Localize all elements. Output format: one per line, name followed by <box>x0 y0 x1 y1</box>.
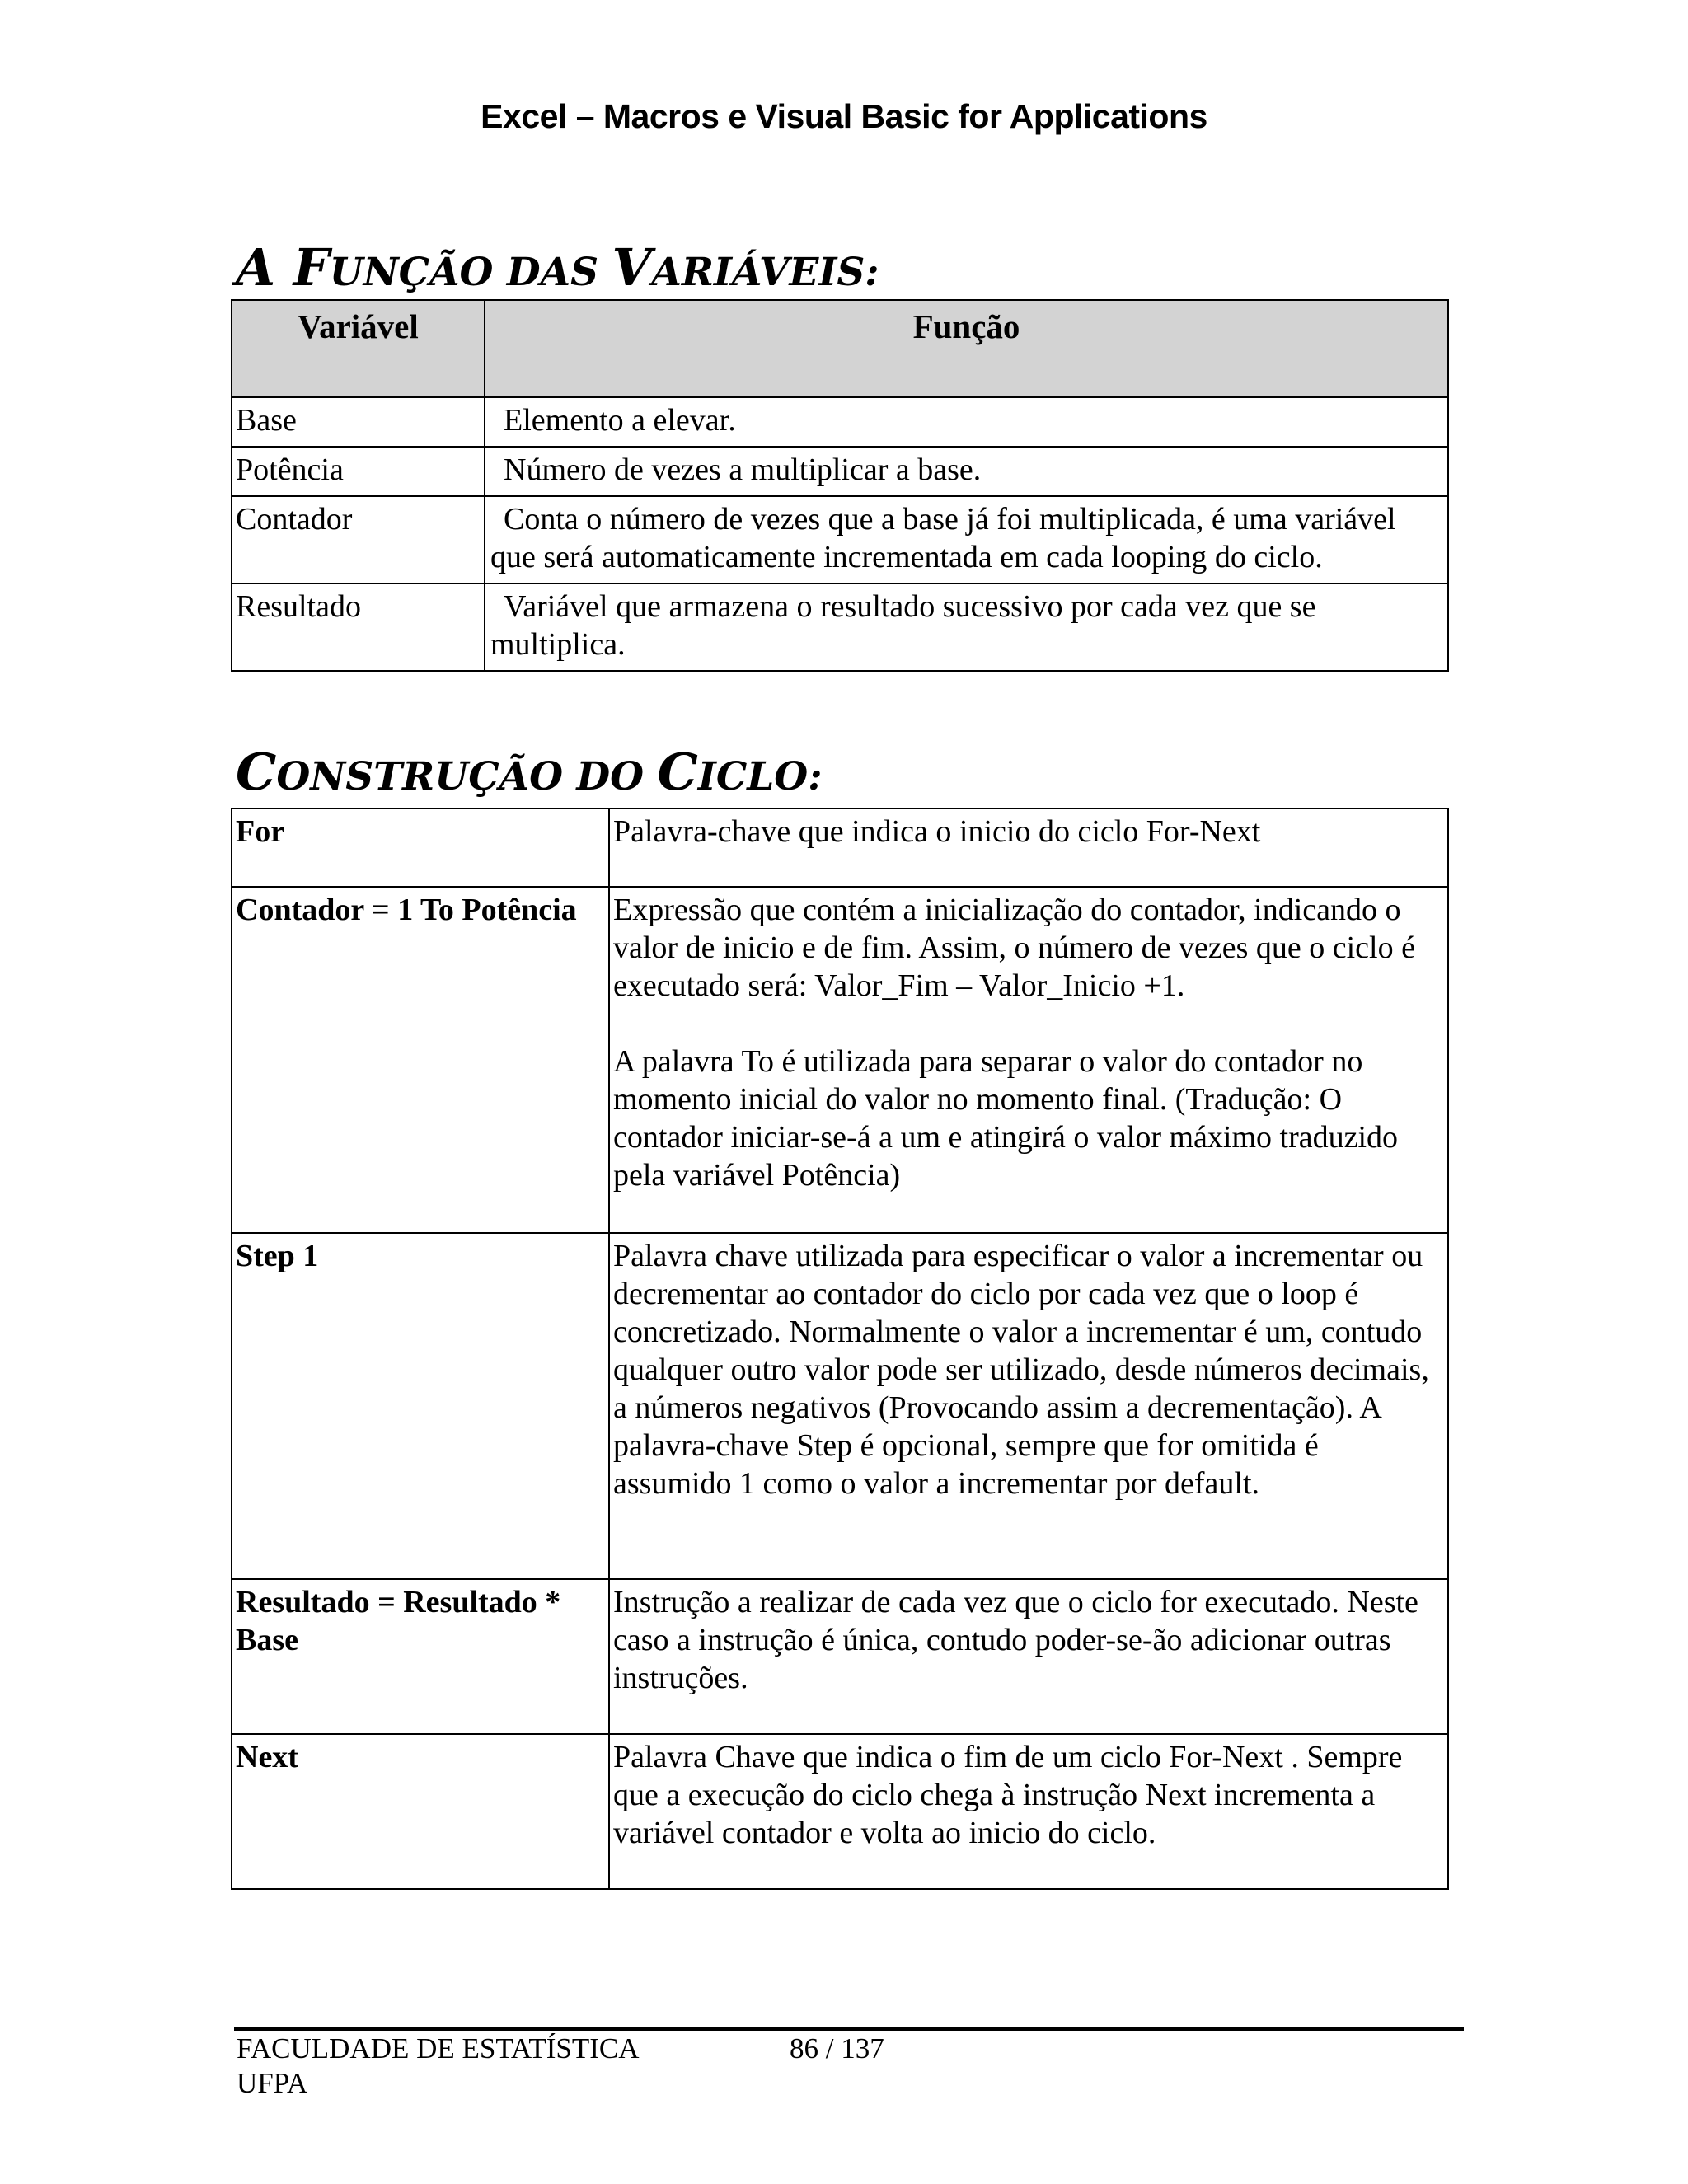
table-row <box>232 1233 1448 1579</box>
description-cell <box>609 1233 1448 1579</box>
keyword-cell: Resultado = Resultado * Base <box>232 1579 609 1734</box>
title-part: UNÇÃO DAS <box>329 250 612 295</box>
title-part: ARIÁVEIS: <box>651 250 879 295</box>
table-row <box>232 447 1448 496</box>
variable-name: Base <box>232 397 485 447</box>
table-header-row <box>232 300 1448 397</box>
variables-table <box>231 299 1449 672</box>
variable-name: Resultado <box>232 583 485 671</box>
footer-divider <box>234 2027 1464 2031</box>
description-cell <box>609 887 1448 1233</box>
title-initial: V <box>612 237 652 298</box>
keyword-cell: Contador = 1 To Potência <box>232 887 609 1233</box>
title-part: ONSTRUÇÃO DO <box>276 754 658 799</box>
keyword-cell: Next <box>232 1734 609 1889</box>
description-paragraph: Palavra Chave que indica o fim de um ciclo For-Next . Sempre que a execução do ciclo chega à instrução Next incrementa a variável contador e volta ao inicio do ciclo. <box>613 1740 1403 1850</box>
description-paragraph: Palavra chave utilizada para especificar o valor a incrementar ou decrementar ao contador do ciclo por cada vez que o loop é concretizado. Normalmente o valor a incrementar é um, contudo qualquer outro valor pode ser utilizado, desde números decimais, a números negativos (Provocando assim a decrementação). A palavra-chave Step é opcional, sempre que for omitida é assumido 1 como o valor a incrementar por default. <box>613 1239 1429 1501</box>
section-title-variables <box>236 237 879 298</box>
page-number: 86 / 137 <box>790 2032 884 2064</box>
footer-institution: FACULDADE DE ESTATÍSTICA <box>237 2032 640 2064</box>
title-part: ICLO: <box>697 754 823 799</box>
table-row <box>232 808 1448 887</box>
description-paragraph: Instrução a realizar de cada vez que o ciclo for executado. Neste caso a instrução é única, contudo poder-se-ão adicionar outras instruções. <box>613 1585 1418 1695</box>
variable-function: Elemento a elevar. <box>485 397 1448 447</box>
description-paragraph: A palavra To é utilizada para separar o valor do contador no momento inicial do valor no momento final. (Tradução: O contador iniciar-se-á a um e atingirá o valor máximo traduzido pela variável Potência) <box>613 1044 1399 1193</box>
description-cell <box>609 1734 1448 1889</box>
title-initial: C <box>657 742 698 802</box>
keyword-cell: Step 1 <box>232 1233 609 1579</box>
variable-function: Número de vezes a multiplicar a base. <box>485 447 1448 496</box>
table-row <box>232 496 1448 583</box>
table-row <box>232 1579 1448 1734</box>
variable-function: Variável que armazena o resultado sucessivo por cada vez que se multiplica. <box>485 583 1448 671</box>
table-row <box>232 583 1448 671</box>
cycle-construction-table <box>231 808 1449 1890</box>
column-header-variable: Variável <box>232 300 485 397</box>
section-title-cycle <box>236 742 823 802</box>
variable-name: Contador <box>232 496 485 583</box>
table-row <box>232 1734 1448 1889</box>
column-header-function: Função <box>485 300 1448 397</box>
variable-name: Potência <box>232 447 485 496</box>
title-initial: A F <box>236 237 330 298</box>
footer-university: UFPA <box>237 2067 308 2099</box>
table-row <box>232 397 1448 447</box>
keyword-cell: For <box>232 808 609 887</box>
table-row <box>232 887 1448 1233</box>
description-cell <box>609 808 1448 887</box>
running-header: Excel – Macros e Visual Basic for Applications <box>481 97 1207 135</box>
title-initial: C <box>236 742 277 802</box>
variable-function: Conta o número de vezes que a base já foi multiplicada, é uma variável que será automaticamente incrementada em cada looping do ciclo. <box>485 496 1448 583</box>
description-paragraph: Palavra-chave que indica o inicio do ciclo For-Next <box>613 814 1261 849</box>
footer-institution-block <box>237 2032 639 2101</box>
description-cell <box>609 1579 1448 1734</box>
description-paragraph: Expressão que contém a inicialização do contador, indicando o valor de inicio e de fim. Assim, o número de vezes que o ciclo é executado será: Valor_Fim – Valor_Inicio +1. <box>613 893 1415 1003</box>
